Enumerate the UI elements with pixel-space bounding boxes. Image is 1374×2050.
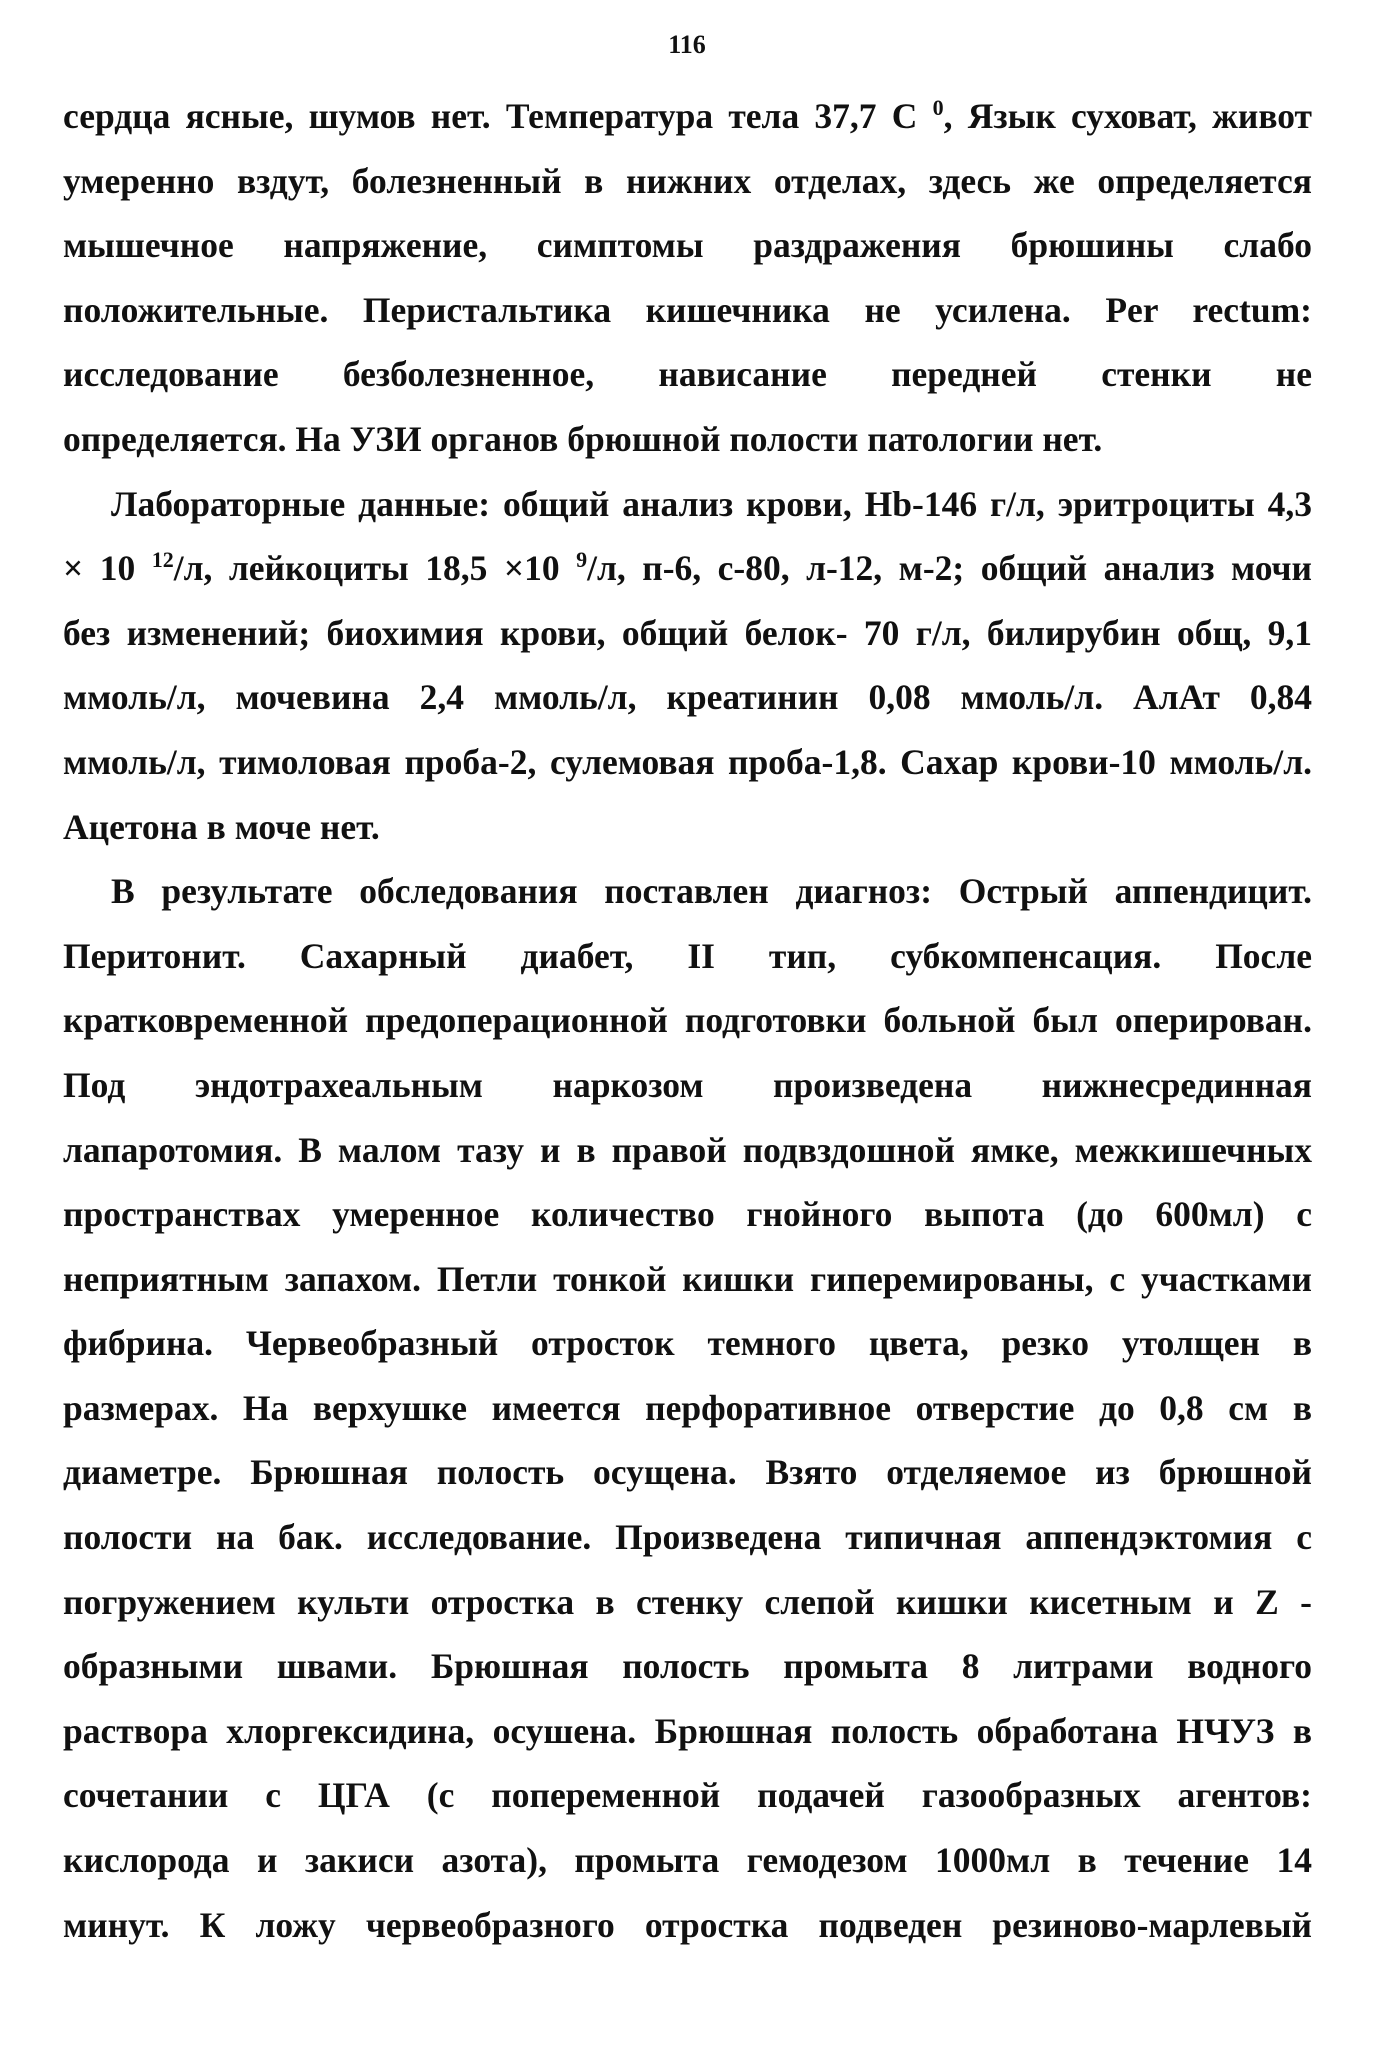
text-run: Лабораторные данные: общий анализ крови, Hb-146 г/л, эритроциты 4,3 [111,483,1312,524]
text-run: Ацетона в моче нет. [63,806,380,847]
superscript: 12 [151,547,174,573]
text-line [63,730,1312,795]
text-run: положительные. Перистальтика кишечника не усилена. Per rectum: [63,289,1312,330]
text-line [63,1505,1312,1570]
text-line [63,278,1312,343]
text-line [63,1118,1312,1183]
text-run: мышечное напряжение, симптомы раздражения брюшины слабо [63,225,1312,266]
text-run: неприятным запахом. Петли тонкой кишки гиперемированы, с участками [63,1258,1312,1299]
text-run: Под эндотрахеальным наркозом произведена нижнесрединная [63,1064,1312,1105]
text-line [63,988,1312,1053]
text-run: пространствах умеренное количество гнойного выпота (до 600мл) с [63,1194,1312,1235]
text-run: фибрина. Червеобразный отросток темного цвета, резко утолщен в [63,1323,1312,1364]
body-text [63,84,1312,1957]
text-run: сочетании с ЦГА (с попеременной подачей газообразных агентов: [63,1775,1312,1816]
text-line [63,1570,1312,1635]
text-line [63,472,1312,537]
text-run: В результате обследования поставлен диагноз: Острый аппендицит. [111,871,1312,912]
text-line [63,536,1312,601]
text-line [63,213,1312,278]
text-run: /л, п-6, с-80, л-12, м-2; общий анализ мочи [587,548,1312,589]
text-line [63,1893,1312,1958]
text-line [63,795,1312,860]
text-line [63,1699,1312,1764]
text-run: раствора хлоргексидина, осушена. Брюшная полость обработана НЧУЗ в [63,1710,1312,1751]
text-line [63,924,1312,989]
superscript: 0 [932,95,944,121]
text-run: Перитонит. Сахарный диабет, II тип, субкомпенсация. После [63,935,1312,976]
text-run: минут. К ложу червеобразного отростка подведен резиново-марлевый [63,1904,1312,1945]
text-run: исследование безболезненное, нависание передней стенки не [63,354,1312,395]
text-run: определяется. На УЗИ органов брюшной полости патологии нет. [63,418,1103,459]
text-line [63,1634,1312,1699]
page-number: 116 [668,30,706,59]
text-run: , Язык суховат, живот [943,96,1312,136]
text-line [63,149,1312,214]
text-line [63,859,1312,924]
paragraph [63,472,1312,860]
text-line [63,1053,1312,1118]
text-line [63,407,1312,472]
text-run: лапаротомия. В малом тазу и в правой подвздошной ямке, межкишечных [63,1129,1312,1170]
text-line [63,1440,1312,1505]
text-run: /л, лейкоциты 18,5 ×10 [173,548,577,589]
text-run: ммоль/л, мочевина 2,4 ммоль/л, креатинин 0,08 ммоль/л. АлАт 0,84 [63,677,1312,718]
text-run: ммоль/л, тимоловая проба-2, сулемовая проба-1,8. Сахар крови-10 ммоль/л. [63,741,1312,782]
text-run: умеренно вздут, болезненный в нижних отделах, здесь же определяется [63,160,1312,201]
text-run: сердца ясные, шумов нет. Температура тела 37,7 С [63,96,933,136]
text-line [63,1247,1312,1312]
text-line [63,1763,1312,1828]
text-line [63,665,1312,730]
paragraph [63,859,1312,1957]
text-line [63,84,1312,149]
text-line [63,1311,1312,1376]
text-line [63,342,1312,407]
text-run: погружением культи отростка в стенку слепой кишки кисетным и Z - [63,1581,1312,1622]
text-run: диаметре. Брюшная полость осущена. Взято отделяемое из брюшной [63,1452,1312,1493]
paragraph [63,84,1312,472]
text-line [63,601,1312,666]
text-run: без изменений; биохимия крови, общий белок- 70 г/л, билирубин общ, 9,1 [63,612,1312,653]
text-run: кратковременной предоперационной подготовки больной был оперирован. [63,1000,1312,1041]
text-run: размерах. На верхушке имеется перфоративное отверстие до 0,8 см в [63,1387,1312,1428]
text-line [63,1376,1312,1441]
text-run: полости на бак. исследование. Произведена типичная аппендэктомия с [63,1517,1312,1558]
text-run: образными швами. Брюшная полость промыта 8 литрами водного [63,1646,1312,1687]
text-line [63,1182,1312,1247]
text-line [63,1828,1312,1893]
text-run: кислорода и закиси азота), промыта гемодезом 1000мл в течение 14 [63,1840,1312,1881]
superscript: 9 [576,547,588,573]
text-run: × 10 [63,548,152,589]
